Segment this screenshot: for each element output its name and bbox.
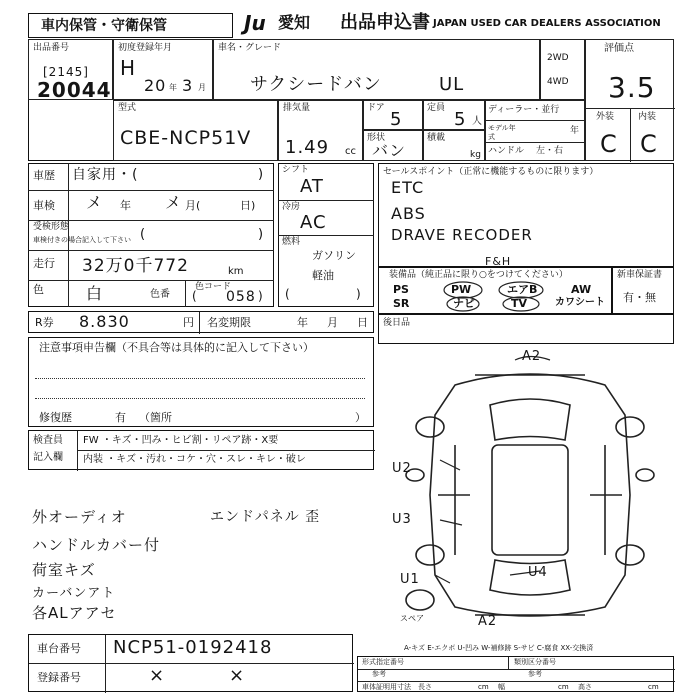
dealer-label: ディーラー・並行: [488, 105, 560, 115]
interior-grade: C: [640, 130, 658, 158]
inspection-day-unit: 日): [240, 199, 256, 212]
sales-points-block: [378, 163, 674, 267]
remark-1: 外オーディオ: [32, 508, 127, 526]
model-value: CBE-NCP51V: [120, 127, 252, 149]
remark-right: エンドパネル 歪: [210, 509, 321, 525]
history-close: ): [258, 167, 264, 182]
back-date-block: [378, 314, 674, 344]
inspector-block: [28, 430, 374, 470]
sales-points-label: セールスポイント（正常に機能するものに限ります）: [383, 167, 599, 177]
inspector-label-2: 記入欄: [33, 452, 63, 463]
exterior-label: 外装: [596, 112, 615, 122]
shift-label: シフト: [282, 165, 310, 175]
history-label: 車歴: [33, 169, 55, 182]
remark-2: ハンドルカバー付: [32, 536, 161, 554]
inspection-label: 車検: [33, 199, 55, 212]
equip-airbag: エアB: [507, 283, 538, 296]
month-unit: 月: [198, 83, 206, 92]
dim-row3d: 高さ: [578, 683, 592, 691]
recycle-block: [28, 311, 374, 333]
first-registration-month: 3: [182, 76, 194, 95]
inspection-year-value: メ: [86, 193, 104, 212]
grade-cell: [585, 39, 674, 161]
shift-value: AT: [300, 176, 324, 197]
dim-row2a: 参考: [372, 670, 386, 678]
sales-point-2: ABS: [391, 204, 426, 223]
model-year-label: モデル年式: [488, 124, 516, 141]
first-registration-era: H: [120, 56, 137, 80]
mileage-unit: km: [228, 266, 244, 277]
equipment-block: [378, 255, 612, 314]
fuel-label: 燃料: [282, 237, 301, 247]
dim-row1b: 類別区分番号: [514, 658, 556, 666]
load-cell: [423, 130, 485, 161]
dim-cm1: cm: [478, 683, 489, 691]
warranty-label: 新車保証書: [617, 270, 663, 280]
sales-point-3: DRAVE RECODER: [391, 226, 533, 244]
color-close: ): [258, 289, 263, 303]
displacement-unit: cc: [345, 146, 356, 157]
name-change-label: 名変期限: [207, 316, 251, 329]
mark-front: A2: [522, 349, 542, 364]
name-change-year: 年: [297, 316, 308, 329]
history-value: 自家用・(: [72, 167, 139, 183]
dim-row3b: 長さ: [418, 683, 432, 691]
dim-row3a: 車体証明用寸法: [362, 683, 411, 691]
remark-4: カーバンアト: [32, 586, 116, 601]
ju-logo: Ju: [244, 11, 266, 35]
dealer-cell: [485, 100, 585, 161]
repair-value: 有: [115, 411, 126, 424]
diagram-legend: A-キズ E-エクボ U-凹み W-補修跡 S-サビ C-腐食 XX-交換済: [404, 644, 594, 652]
interior-label: 内装: [638, 112, 657, 122]
repair-bracket: （箇所: [139, 411, 172, 424]
displacement-label: 排気量: [283, 103, 311, 113]
exterior-grade: C: [600, 130, 618, 158]
chassis-block: [28, 634, 353, 692]
inspector-row1: FW ・キズ・凹み・ヒビ割・リペア跡・X要: [83, 435, 279, 446]
recycle-unit: 円: [183, 316, 194, 329]
inspection-month-value: メ: [165, 193, 183, 212]
equipment-circles: [379, 268, 613, 315]
dim-row1a: 形式指定番号: [362, 658, 404, 666]
vehicle-grade: UL: [439, 74, 465, 95]
remark-3: 荷室キズ: [32, 561, 96, 579]
name-change-day: 日: [357, 316, 368, 329]
vehicle-name: サクシードバン: [250, 74, 382, 95]
warranty-options: 有・無: [623, 291, 656, 304]
receive-close: ): [258, 227, 264, 242]
handle-options: 左・右: [536, 146, 564, 156]
lot-cell: [28, 39, 113, 100]
capacity-value: 5: [454, 109, 467, 130]
color-code-value: 058: [226, 289, 256, 305]
remark-5: 各ALアアセ: [32, 604, 117, 622]
equipment-label: 装備品（純正品に限り○をつけてください）: [389, 270, 568, 280]
doors-value: 5: [390, 109, 403, 130]
shape-label: 形状: [367, 133, 386, 143]
color-label: 色: [33, 283, 44, 296]
capacity-unit: 人: [472, 116, 482, 127]
notes-block: [28, 337, 374, 427]
model-year-unit: 年: [570, 126, 580, 136]
inspection-month-unit: 月(: [185, 199, 201, 212]
dim-row3c: 幅: [498, 683, 505, 691]
fuel-gas: ガソリン: [312, 249, 356, 262]
equipment-extra: F&H: [485, 255, 512, 268]
equip-aw: AW: [571, 283, 592, 296]
history-block: [28, 163, 274, 307]
dim-cm3: cm: [648, 683, 659, 691]
notes-label: 注意事項申告欄（不具合等は具体的に記入して下さい）: [39, 341, 314, 354]
equip-navi: ナビ: [453, 297, 475, 310]
receive-note: 車検付きの場合記入して下さい: [33, 236, 131, 244]
cooling-value: AC: [300, 212, 327, 233]
region-label: 愛知: [278, 13, 311, 32]
equip-leather: カワシート: [555, 297, 605, 308]
load-label: 積載: [427, 133, 446, 143]
mark-u3: U3: [392, 512, 412, 527]
mark-center: U4: [528, 565, 548, 580]
registration-value-1: ×: [149, 665, 166, 686]
recycle-label: R券: [35, 316, 54, 329]
mileage-value: 32万0千772: [82, 256, 189, 276]
drive-4wd: 4WD: [547, 77, 569, 87]
dim-row2b: 参考: [528, 670, 542, 678]
registration-value-2: ×: [229, 665, 246, 686]
chassis-value: NCP51-0192418: [113, 637, 273, 658]
equip-sr: SR: [393, 297, 410, 310]
model-label: 型式: [118, 103, 137, 113]
year-unit: 年: [169, 83, 177, 92]
vehicle-name-cell: [213, 39, 540, 100]
first-registration-label: 初度登録年月: [118, 43, 173, 53]
warranty-block: [612, 267, 674, 314]
first-registration-year: 20: [144, 76, 167, 95]
recycle-value: 8.830: [79, 312, 130, 331]
inspector-label-1: 検査員: [33, 435, 63, 446]
mark-u1: U1: [400, 572, 420, 587]
shape-cell: [363, 130, 423, 161]
receive-label: 受検形態: [33, 222, 70, 232]
mark-u2: U2: [392, 461, 412, 476]
equip-pw: PW: [451, 283, 472, 296]
capacity-label: 定員: [427, 103, 446, 113]
form-title: 出品申込書: [340, 12, 430, 33]
capacity-cell: [423, 100, 485, 130]
model-cell: [113, 100, 278, 161]
equip-ps: PS: [393, 283, 409, 296]
fuel-close: ): [356, 287, 361, 301]
displacement-value: 1.49: [285, 137, 330, 158]
color-code-label: 色番: [150, 289, 170, 300]
receive-open: (: [140, 227, 146, 242]
displacement-cell: [278, 100, 363, 161]
color-value: 白: [86, 284, 104, 303]
dimension-block: [357, 656, 674, 692]
repair-close: ）: [355, 411, 366, 424]
lot-subnumber: [2145]: [43, 65, 89, 79]
drive-2wd: 2WD: [547, 53, 569, 63]
storage-box: [28, 13, 233, 38]
grade-label: 評価点: [604, 43, 634, 54]
doors-label: ドア: [367, 103, 385, 113]
first-registration-cell: [113, 39, 213, 100]
inspection-year-unit: 年: [120, 199, 131, 212]
lot-number: 20044: [37, 78, 112, 102]
color-open: (: [192, 289, 197, 303]
mark-rear: A2: [478, 614, 498, 629]
chassis-label: 車台番号: [37, 642, 81, 655]
fuel-diesel: 軽油: [312, 269, 334, 282]
shape-value: バン: [372, 141, 407, 160]
back-date-label: 後日品: [383, 318, 411, 328]
fuel-open: (: [285, 287, 290, 301]
inspector-row2: 内装 ・キズ・汚れ・コケ・穴・スレ・キレ・破レ: [83, 454, 306, 465]
storage-label: 車内保管・守衛保管: [41, 18, 167, 34]
car-diagram: [380, 345, 680, 645]
load-unit: kg: [470, 150, 481, 160]
drive-cell: [540, 39, 585, 100]
doors-cell: [363, 100, 423, 130]
sales-point-1: ETC: [391, 178, 425, 197]
vehicle-name-label: 車名・グレード: [218, 43, 282, 53]
dim-cm2: cm: [558, 683, 569, 691]
name-change-month: 月: [327, 316, 338, 329]
repair-label: 修復歴: [39, 411, 72, 424]
mileage-label: 走行: [33, 257, 55, 270]
equip-tv: TV: [511, 297, 528, 310]
color-code2-label: 色コード: [195, 282, 232, 292]
spare-label: スペア: [400, 614, 424, 623]
handle-label: ハンドル: [488, 146, 525, 156]
association-name: JAPAN USED CAR DEALERS ASSOCIATION: [433, 18, 661, 29]
registration-label: 登録番号: [37, 671, 81, 684]
cooling-label: 冷房: [282, 202, 301, 212]
lot-label: 出品番号: [33, 43, 70, 53]
grade-score: 3.5: [608, 71, 656, 104]
